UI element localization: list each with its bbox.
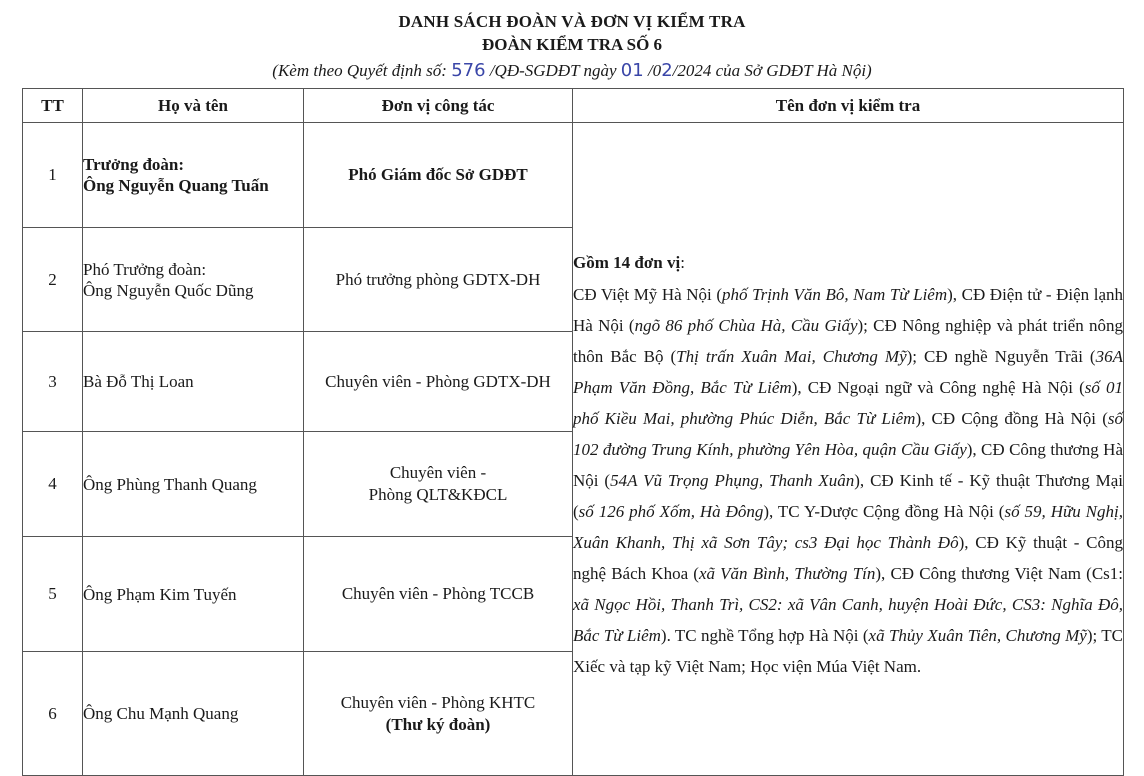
member-fullname: Ông Nguyễn Quang Tuấn	[83, 176, 269, 195]
inspected-units-list	[573, 279, 1123, 682]
decision-suffix: /2024 của Sở GDĐT Hà Nội)	[672, 61, 872, 80]
unit-name-text: ), TC Y-Dược Cộng đồng Hà Nội (	[763, 501, 1005, 521]
secretary-note: (Thư ký đoàn)	[385, 714, 491, 734]
unit-address: xã Văn Bình, Thường Tín	[698, 563, 876, 583]
unit-address: phố Trịnh Văn Bô, Nam Từ Liêm	[722, 284, 948, 304]
unit-address: ngõ 86 phố Chùa Hà, Cầu Giấy	[634, 315, 858, 335]
unit-address: xã Ngọc Hồi, Thanh Trì, CS2: xã Vân Canh, huyện Hoài Đức, CS3: Nghĩa Đô, Bắc Từ Liêm	[573, 594, 1123, 645]
unit-name-text: CĐ Việt Mỹ Hà Nội (	[573, 284, 722, 304]
member-role: Phó Trưởng đoàn:	[83, 259, 207, 279]
unit-address: số 126 phố Xốm, Hà Đông	[578, 501, 764, 521]
handwritten-day: 01	[620, 60, 644, 81]
handwritten-decision-number: 576	[451, 60, 486, 81]
unit-name-text: ); TC Xiếc và tạp kỹ Việt Nam; Học viện Múa Việt Nam.	[573, 625, 1123, 676]
member-name	[83, 123, 304, 228]
row-number: 1	[23, 123, 83, 228]
unit-name-text: ), CĐ Ngoại ngữ và Công nghệ Hà Nội (	[791, 377, 1085, 397]
member-unit: Chuyên viên - Phòng TCCB	[304, 537, 573, 652]
header-name: Họ và tên	[83, 89, 304, 123]
member-unit: Phó Giám đốc Sở GDĐT	[304, 123, 573, 228]
unit-address: số 102 đường Trung Kính, phường Yên Hòa, quận Cầu Giấy	[573, 408, 1124, 459]
inspected-units-cell	[573, 123, 1124, 776]
inspected-units-heading: Gồm 14 đơn vị:	[573, 252, 685, 272]
member-unit: Chuyên viên - Phòng QLT&KĐCL	[304, 432, 573, 537]
member-name: Ông Phạm Kim Tuyến	[83, 537, 304, 652]
table-row	[23, 123, 1124, 228]
unit-address: số 59, Hữu Nghị, Xuân Khanh, Thị xã Sơn Tây; cs3 Đại học Thành Đô	[573, 501, 1123, 552]
table-header-row	[23, 89, 1124, 123]
unit-address: Thị trấn Xuân Mai, Chương Mỹ	[676, 346, 907, 366]
unit-name-text: ), CĐ Kinh tế - Kỹ thuật Thương Mại (	[573, 470, 1124, 521]
header-unit: Đơn vị công tác	[304, 89, 573, 123]
inspection-team-table	[22, 88, 1124, 776]
member-unit: Chuyên viên - Phòng KHTC (Thư ký đoàn)	[304, 652, 573, 776]
member-fullname: Ông Nguyễn Quốc Dũng	[83, 280, 254, 300]
unit-name-text: ), CĐ Kỹ thuật - Công nghệ Bách Khoa (	[573, 532, 1123, 583]
decision-reference	[0, 60, 1144, 81]
header-target: Tên đơn vị kiểm tra	[573, 89, 1124, 123]
row-number: 2	[23, 228, 83, 332]
row-number: 4	[23, 432, 83, 537]
member-role: Trưởng đoàn:	[83, 155, 185, 174]
handwritten-month-digit: 2	[661, 60, 673, 81]
unit-address: 54A Vũ Trọng Phụng, Thanh Xuân	[610, 470, 855, 490]
row-number: 5	[23, 537, 83, 652]
unit-name-text: ). TC nghề Tổng hợp Hà Nội (	[660, 625, 869, 645]
document-title: DANH SÁCH ĐOÀN VÀ ĐƠN VỊ KIỂM TRA	[398, 12, 746, 31]
row-number: 3	[23, 332, 83, 432]
decision-middle: /QĐ-SGDĐT ngày	[485, 61, 621, 80]
unit-name-text: ), CĐ Cộng đồng Hà Nội (	[915, 408, 1108, 428]
member-name: Bà Đỗ Thị Loan	[83, 332, 304, 432]
decision-prefix: (Kèm theo Quyết định số:	[272, 61, 452, 80]
unit-address: số 01 phố Kiều Mai, phường Phúc Diễn, Bắc Từ Liêm	[573, 377, 1123, 428]
unit-name-text: ), CĐ Điện tử - Điện lạnh Hà Nội (	[573, 284, 1124, 335]
member-name	[83, 228, 304, 332]
unit-address: xã Thủy Xuân Tiên, Chương Mỹ	[868, 625, 1087, 645]
date-separator: /0	[643, 61, 662, 80]
unit-name-text: ); CĐ Nông nghiệp và phát triển nông thôn Bắc Bộ (	[573, 315, 1124, 366]
unit-name-text: ); CĐ nghề Nguyễn Trãi (	[906, 346, 1096, 366]
header-tt: TT	[23, 89, 83, 123]
unit-name-text: ), CĐ Công thương Việt Nam (Cs1:	[875, 563, 1123, 583]
document-subtitle-team: ĐOÀN KIỂM TRA SỐ 6	[481, 35, 663, 54]
member-name: Ông Chu Mạnh Quang	[83, 652, 304, 776]
member-name: Ông Phùng Thanh Quang	[83, 432, 304, 537]
member-unit: Chuyên viên - Phòng GDTX-DH	[304, 332, 573, 432]
member-unit: Phó trưởng phòng GDTX-DH	[304, 228, 573, 332]
unit-address: 36A Phạm Văn Đồng, Bắc Từ Liêm	[573, 346, 1123, 397]
unit-name-text: ), CĐ Công thương Hà Nội (	[573, 439, 1123, 490]
row-number: 6	[23, 652, 83, 776]
